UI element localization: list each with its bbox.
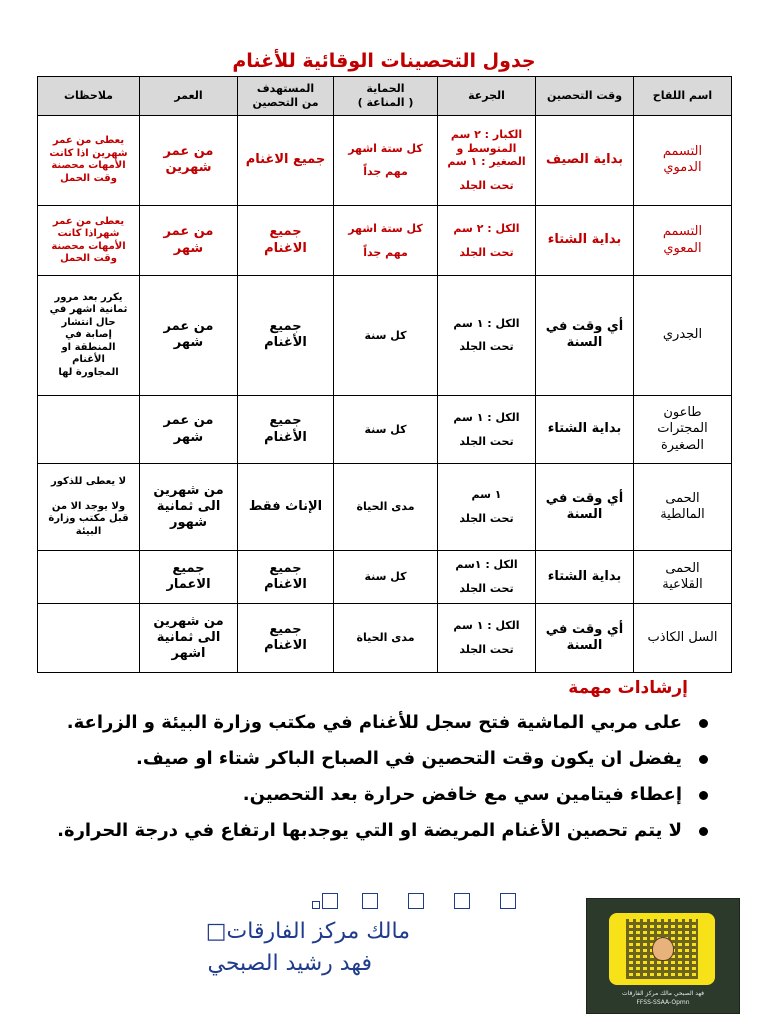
- cell-protection-sub: مهم جداً: [363, 245, 408, 259]
- cell-vaccine-name: التسمم الدموي: [634, 116, 732, 206]
- cell-vaccination-time: أي وقت في السنة: [536, 276, 634, 396]
- cell-vaccination-time: بداية الشتاء: [536, 205, 634, 275]
- cell-vaccine-name: الجدري: [634, 276, 732, 396]
- cell-vaccination-time: بداية الصيف: [536, 116, 634, 206]
- cell-vaccine-name: طاعون المجترات الصغيرة: [634, 395, 732, 463]
- snapcode-caption: فهد الصبحي مالك مركز الفارقات FFSS-SSAA-Opmn: [621, 990, 704, 1006]
- cell-protection: كل ستة اشهر مهم جداً: [334, 205, 438, 275]
- header-vaccination-time: وقت التحصين: [536, 77, 634, 116]
- cell-dose-sub: تحت الجلد: [459, 245, 514, 259]
- bullet-icon: [699, 755, 708, 764]
- owner-signature: [130, 916, 410, 980]
- cell-notes: [38, 550, 140, 604]
- placeholder-boxes: [312, 893, 522, 911]
- cell-age: من عمر شهر: [140, 395, 238, 463]
- vaccination-table: [37, 76, 732, 673]
- cell-notes: [38, 604, 140, 673]
- cell-vaccination-time: بداية الشتاء: [536, 395, 634, 463]
- box-icon: [312, 901, 320, 909]
- avatar-icon: [652, 937, 674, 961]
- cell-dose-sub: تحت الجلد: [459, 434, 514, 448]
- tips-heading: إرشادات مهمة: [568, 678, 688, 698]
- cell-dose: الكبار : ٢ سم المتوسط و الصغير : ١ سم تحت الجلد: [438, 116, 536, 206]
- page-title: جدول التحصينات الوقائية للأغنام: [232, 50, 536, 72]
- cell-target: جميع الاغنام: [238, 604, 334, 673]
- owner-title: مالك مركز الفارقات□: [205, 919, 410, 944]
- cell-target: جميع الأغنام: [238, 276, 334, 396]
- cell-notes: [38, 395, 140, 463]
- table-row: [38, 205, 732, 275]
- cell-protection: كل سنة: [334, 550, 438, 604]
- tip-item: لا يتم تحصين الأغنام المريضة او التي يوجدبها ارتفاع في درجة الحرارة.: [28, 820, 708, 841]
- cell-target: جميع الاغنام: [238, 205, 334, 275]
- cell-dose-sub: تحت الجلد: [459, 179, 514, 193]
- cell-age: من شهرين الى ثمانية اشهر: [140, 604, 238, 673]
- cell-protection: مدى الحياة: [334, 604, 438, 673]
- cell-age: من عمر شهرين: [140, 116, 238, 206]
- header-notes: ملاحظات: [38, 77, 140, 116]
- cell-vaccine-name: التسمم المعوي: [634, 205, 732, 275]
- cell-dose: الكل : ١ سم تحت الجلد: [438, 395, 536, 463]
- cell-age: من شهرين الى ثمانية شهور: [140, 464, 238, 551]
- cell-target: جميع الأغنام: [238, 395, 334, 463]
- cell-notes: يعطى من عمر شهراذا كانت الأمهات محصنة وقت الحمل: [38, 205, 140, 275]
- table-row: [38, 276, 732, 396]
- table-header-row: [38, 77, 732, 116]
- cell-dose-sub: تحت الجلد: [459, 340, 514, 354]
- box-icon: [322, 893, 338, 909]
- cell-age: من عمر شهر: [140, 276, 238, 396]
- cell-dose: الكل : ١سم تحت الجلد: [438, 550, 536, 604]
- cell-dose-sub: تحت الجلد: [459, 582, 514, 596]
- cell-dose: الكل : ٢ سم تحت الجلد: [438, 205, 536, 275]
- cell-vaccination-time: أي وقت في السنة: [536, 604, 634, 673]
- cell-notes: لا يعطى للذكور ولا يوجد الا من قبل مكتب وزارة البيئة: [38, 464, 140, 551]
- cell-protection: كل سنة: [334, 276, 438, 396]
- table-row: [38, 395, 732, 463]
- box-icon: [454, 893, 470, 909]
- bullet-icon: [699, 827, 708, 836]
- cell-vaccine-name: السل الكاذب: [634, 604, 732, 673]
- header-age: العمر: [140, 77, 238, 116]
- table-row: [38, 116, 732, 206]
- cell-age: من عمر شهر: [140, 205, 238, 275]
- cell-vaccine-name: الحمى المالطية: [634, 464, 732, 551]
- cell-protection-sub: مهم جداً: [363, 165, 408, 179]
- box-icon: [500, 893, 516, 909]
- cell-dose-sub: تحت الجلد: [459, 643, 514, 657]
- cell-protection: كل سنة: [334, 395, 438, 463]
- tip-item: على مربي الماشية فتح سجل للأغنام في مكتب وزارة البيئة و الزراعة.: [28, 712, 708, 733]
- box-icon: [408, 893, 424, 909]
- cell-dose: الكل : ١ سم تحت الجلد: [438, 604, 536, 673]
- header-protection: الحماية ( المناعة ): [334, 77, 438, 116]
- cell-target: جميع الاغنام: [238, 550, 334, 604]
- cell-target: الإناث فقط: [238, 464, 334, 551]
- snapcode-image: [586, 898, 740, 1014]
- cell-protection: كل ستة اشهر مهم جداً: [334, 116, 438, 206]
- header-target: المستهدف من التحصين: [238, 77, 334, 116]
- cell-vaccination-time: أي وقت في السنة: [536, 464, 634, 551]
- bullet-icon: [699, 719, 708, 728]
- cell-vaccine-name: الحمى القلاعية: [634, 550, 732, 604]
- cell-vaccination-time: بداية الشتاء: [536, 550, 634, 604]
- tips-list: [28, 712, 708, 856]
- table-row: [38, 464, 732, 551]
- bullet-icon: [699, 791, 708, 800]
- cell-dose-sub: تحت الجلد: [459, 512, 514, 526]
- cell-age: جميع الاعمار: [140, 550, 238, 604]
- cell-target: جميع الاغنام: [238, 116, 334, 206]
- cell-dose: ١ سم تحت الجلد: [438, 464, 536, 551]
- snapcode-ghost: [609, 913, 715, 985]
- cell-protection: مدى الحياة: [334, 464, 438, 551]
- table-row: [38, 550, 732, 604]
- cell-dose: الكل : ١ سم تحت الجلد: [438, 276, 536, 396]
- table-row: [38, 604, 732, 673]
- header-vaccine-name: اسم اللقاح: [634, 77, 732, 116]
- box-icon: [362, 893, 378, 909]
- header-dose: الجرعة: [438, 77, 536, 116]
- tip-item: إعطاء فيتامين سي مع خافض حرارة بعد التحصين.: [28, 784, 708, 805]
- tip-item: يفضل ان يكون وقت التحصين في الصباح الباكر شتاء او صيف.: [28, 748, 708, 769]
- owner-name: فهد رشيد الصبحي: [207, 950, 372, 976]
- cell-notes: يعطى من عمر شهرين اذا كانت الأمهات محصنة وقت الحمل: [38, 116, 140, 206]
- cell-notes: يكرر بعد مرور ثمانية اشهر في حال انتشار إصابة في المنطقة او الأغنام المجاورة لها: [38, 276, 140, 396]
